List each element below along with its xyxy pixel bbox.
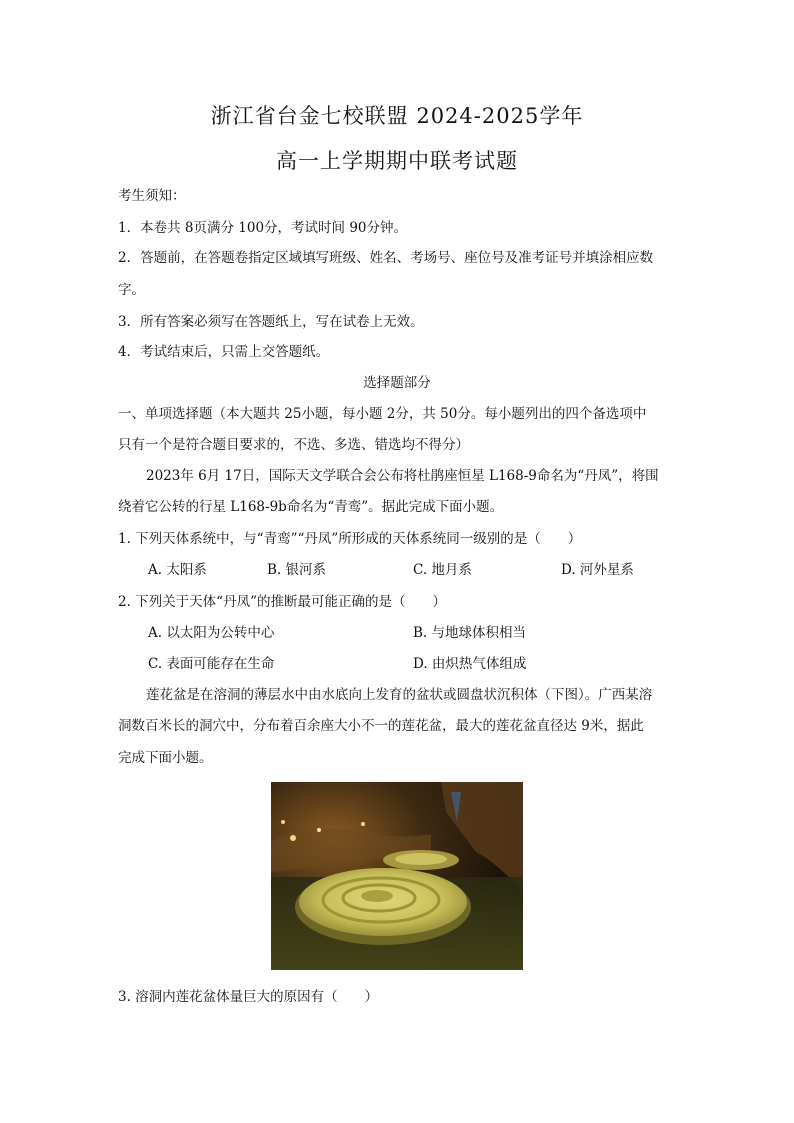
section-instruction-line2: 只有一个是符合题目要求的，不选、多选、错选均不得分）: [118, 437, 469, 453]
exam-title-line1: 浙江省台金七校联盟 2024-2025学年: [210, 104, 584, 128]
passage2-line3: 完成下面小题。: [118, 750, 213, 766]
question-2-stem: 2. 下列关于天体“丹凤”的推断最可能正确的是（ ）: [118, 594, 446, 610]
notice-item-2: 2．答题前，在答题卷指定区域填写班级、姓名、考场号、座位号及准考证号并填涂相应数: [118, 250, 654, 266]
lotus-basin-cave-photo: [271, 782, 523, 970]
exam-title-line2: 高一上学期期中联考试题: [276, 149, 518, 173]
question-2-option-d: D. 由炽热气体组成: [413, 656, 527, 672]
passage2-line1: 莲花盆是在溶洞的薄层水中由水底向上发育的盆状或圆盘状沉积体（下图）。广西某溶: [146, 687, 653, 703]
question-3-stem: 3. 溶洞内莲花盆体量巨大的原因有（ ）: [118, 989, 379, 1005]
passage1-line2: 绕着它公转的行星 L168-9b命名为“青鸾”。据此完成下面小题。: [118, 499, 504, 515]
question-2-option-c: C. 表面可能存在生命: [148, 656, 275, 672]
notice-item-1: 1．本卷共 8页满分 100分，考试时间 90分钟。: [118, 220, 407, 236]
section-title: 选择题部分: [363, 375, 431, 391]
passage2-line2: 洞数百米长的洞穴中，分布着百余座大小不一的莲花盆，最大的莲花盆直径达 9米，据此: [118, 718, 644, 734]
notice-item-2-cont: 字。: [118, 282, 145, 298]
section-instruction-line1: 一、单项选择题（本大题共 25小题，每小题 2分，共 50分。每小题列出的四个备选项中: [118, 406, 647, 422]
question-1-option-a: A. 太阳系: [148, 562, 207, 578]
question-2-option-a: A. 以太阳为公转中心: [148, 625, 275, 641]
question-2-option-b: B. 与地球体积相当: [413, 625, 527, 641]
passage1-line1: 2023年 6月 17日，国际天文学联合会公布将杜鹃座恒星 L168-9命名为“丹凤”，将围: [146, 468, 659, 484]
question-1-stem: 1. 下列天体系统中，与“青鸾”“丹凤”所形成的天体系统同一级别的是（ ）: [118, 531, 582, 547]
notice-item-3: 3．所有答案必须写在答题纸上，写在试卷上无效。: [118, 314, 424, 330]
question-1-option-c: C. 地月系: [413, 562, 472, 578]
notice-item-4: 4．考试结束后，只需上交答题纸。: [118, 344, 330, 360]
question-1-option-b: B. 银河系: [267, 562, 327, 578]
question-1-option-d: D. 河外星系: [561, 562, 634, 578]
notice-heading: 考生须知：: [118, 188, 186, 204]
